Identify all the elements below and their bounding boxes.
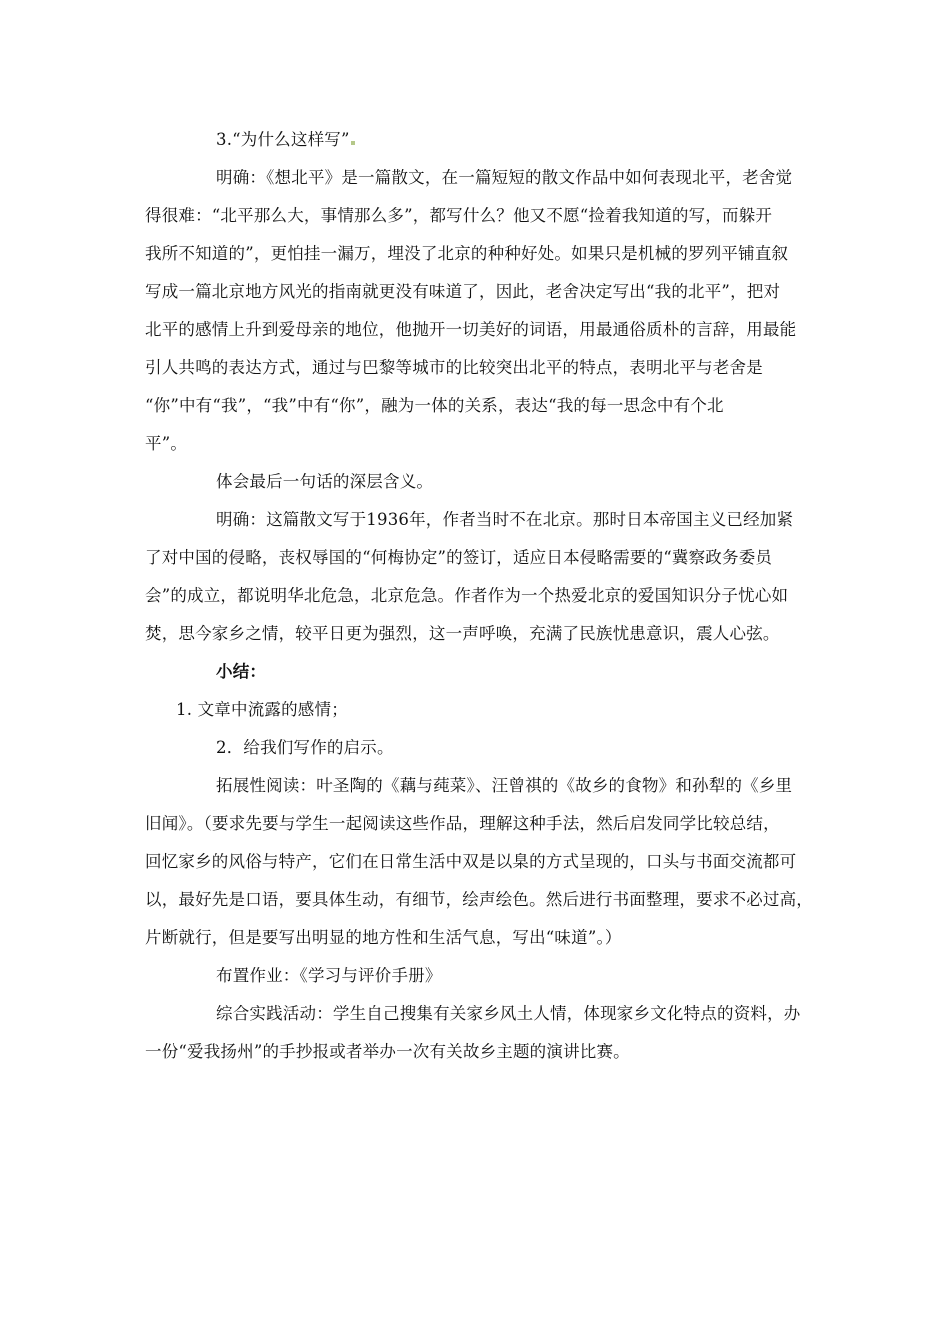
paragraph-line: 了对中国的侵略，丧权辱国的“何梅协定”的签订，适应日本侵略需要的“冀察政务委员 (145, 548, 773, 567)
paragraph-line: 北平的感情上升到爱母亲的地位，他抛开一切美好的词语，用最通俗质朴的言辞，用最能 (145, 320, 797, 339)
paragraph-line: 旧闻》。（要求先要与学生一起阅读这些作品，理解这种手法，然后启发同学比较总结， (145, 814, 780, 833)
paragraph-line: 得很难：“北平那么大，事情那么多”，都写什么？他又不愿“捡着我知道的写，而躲开 (145, 206, 773, 225)
paragraph-line: 明确：《想北平》是一篇散文，在一篇短短的散文作品中如何表现北平，老舍觉 (216, 168, 793, 187)
paragraph-line: 片断就行，但是要写出明显的地方性和生活气息，写出“味道”。） (145, 928, 622, 947)
homework-line: 布置作业：《学习与评价手册》 (216, 966, 442, 985)
paragraph-line: 一份“爱我扬州”的手抄报或者举办一次有关故乡主题的演讲比赛。 (145, 1042, 630, 1061)
summary-item-2: 2．给我们写作的启示。 (216, 738, 394, 757)
paragraph-line: 以，最好先是口语，要具体生动，有细节，绘声绘色。然后进行书面整理，要求不必过高， (145, 890, 813, 909)
annotation-mark (351, 141, 355, 145)
paragraph-line: “你”中有“我”，“我”中有“你”，融为一体的关系，表达“我的每一思念中有个北 (145, 396, 724, 415)
paragraph-line: 回忆家乡的风俗与特产，它们在日常生活中双是以臬的方式呈现的，口头与书面交流都可 (145, 852, 797, 871)
paragraph-line: 明确：这篇散文写于1936年，作者当时不在北京。那时日本帝国主义已经加紧 (216, 510, 794, 529)
summary-item-1: 1. 文章中流露的感情； (176, 700, 348, 719)
paragraph-line: 引人共鸣的表达方式，通过与巴黎等城市的比较突出北平的特点，表明北平与老舍是 (145, 358, 763, 377)
paragraph-line: 我所不知道的”，更怕挂一漏万，埋没了北京的种种好处。如果只是机械的罗列平铺直叙 (145, 244, 789, 263)
paragraph-line: 写成一篇北京地方风光的指南就更没有味道了，因此，老舍决定写出“我的北平”，把对 (145, 282, 781, 301)
paragraph-line: 平”。 (145, 434, 188, 453)
paragraph-line: 拓展性阅读：叶圣陶的《藕与莼菜》、汪曾祺的《故乡的食物》和孙犁的《乡里 (216, 776, 793, 795)
paragraph-line: 会”的成立，都说明华北危急，北京危急。作者作为一个热爱北京的爱国知识分子忧心如 (145, 586, 789, 605)
paragraph-line: 综合实践活动：学生自己搜集有关家乡风土人情，体现家乡文化特点的资料，办 (216, 1004, 801, 1023)
heading-why-write: 3.“为什么这样写” (216, 129, 950, 151)
paragraph-line: 焚，思今家乡之情，较平日更为强烈，这一声呼唤，充满了民族忧患意识，震人心弦。 (145, 624, 780, 643)
subheading-last-sentence: 体会最后一句话的深层含义。 (216, 472, 434, 491)
summary-heading: 小结： (216, 662, 267, 681)
